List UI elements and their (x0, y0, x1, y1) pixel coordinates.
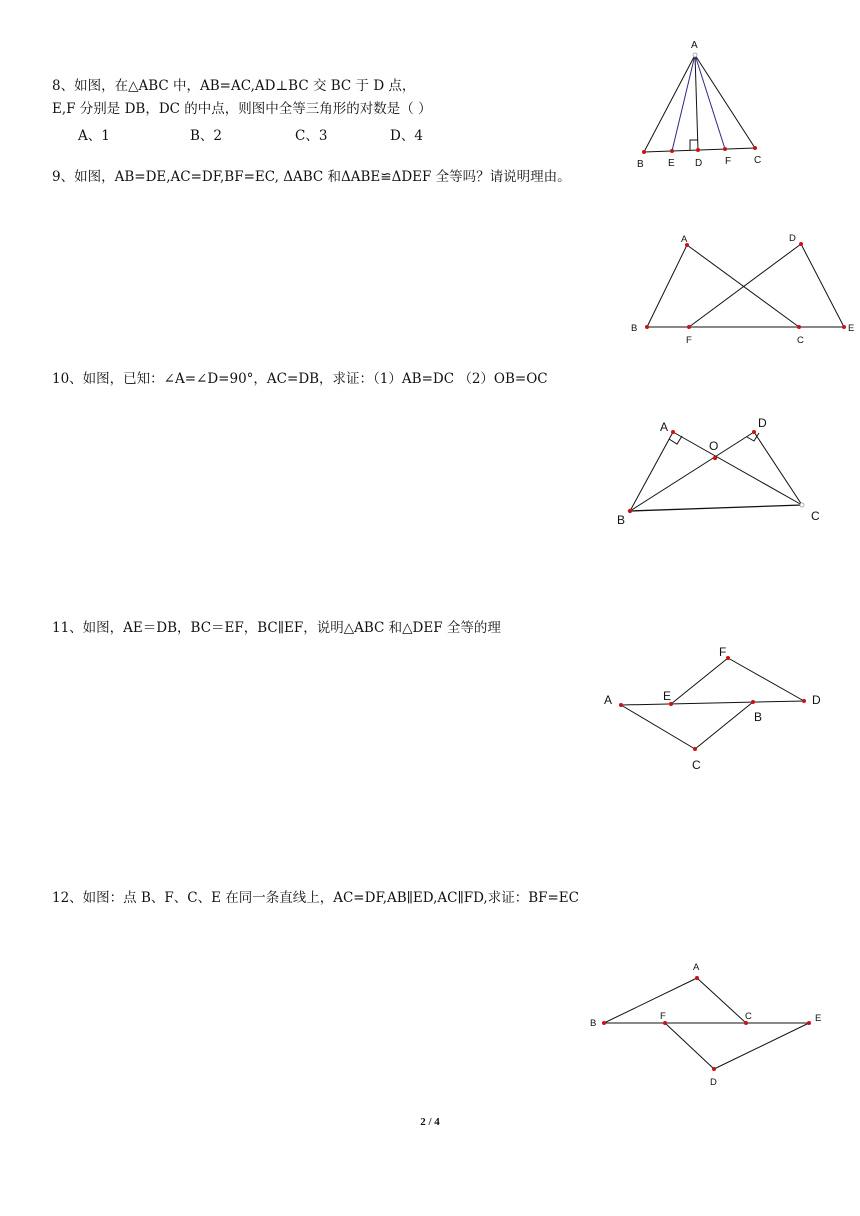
q11-segment-fd (728, 658, 804, 701)
q12-label-d: D (710, 1077, 717, 1088)
q9-label-a: A (681, 234, 688, 245)
question-10-text: 10、如图，已知：∠A=∠D=90°，AC=DB，求证：（1）AB=DC （2）OB=OC (52, 371, 548, 387)
q8-option-b: B、2 (190, 128, 223, 144)
q12-label-f: F (660, 1011, 666, 1022)
q11-segment-ac (621, 705, 695, 749)
q11-point-d (802, 699, 806, 703)
q12-point-a (695, 976, 699, 980)
q10-point-a (671, 430, 675, 434)
q11-label-f: F (719, 645, 727, 659)
q11-label-e: E (663, 689, 672, 703)
question-8-line-1: 8、如图，在△ABC 中，AB=AC,AD⊥BC 交 BC 于 D 点， (52, 78, 416, 94)
q10-figure (610, 412, 830, 532)
q12-point-d (712, 1067, 716, 1071)
q10-segment-bd (630, 432, 754, 511)
q8-point-c (753, 146, 757, 150)
q9-point-e (842, 325, 846, 329)
question-9-text: 9、如图，AB=DE,AC=DF,BF=EC, ΔABC 和ΔABE≌ΔDEF 全等吗？请说明理由。 (52, 169, 571, 185)
q10-label-b: B (617, 513, 626, 527)
q8-label-f: F (725, 156, 732, 167)
q8-triangle-figure (630, 36, 770, 172)
q8-label-a: A (691, 40, 698, 51)
q11-point-f (726, 656, 730, 660)
q12-point-e (807, 1021, 811, 1025)
q8-altitude-ad (695, 55, 698, 150)
q10-point-d (752, 430, 756, 434)
q8-label-d: D (695, 158, 703, 169)
q9-label-e: E (848, 323, 855, 334)
q12-segment-fd (665, 1023, 714, 1069)
q11-segment-cb (695, 702, 753, 749)
q10-label-c: C (811, 509, 820, 523)
q9-segment-de (801, 244, 844, 327)
q8-point-a (693, 53, 697, 57)
q8-option-a: A、1 (78, 128, 110, 144)
q9-point-d (799, 242, 803, 246)
question-8-line-2: E,F 分别是 DB，DC 的中点，则图中全等三角形的对数是（ ） (52, 101, 432, 117)
q11-label-b: B (754, 710, 763, 724)
q8-side-ac (695, 55, 755, 148)
question-12-text: 12、如图：点 B、F、C、E 在同一条直线上，AC=DF,AB∥ED,AC∥FD,求证：BF=EC (52, 890, 579, 906)
q11-point-c (693, 747, 697, 751)
q9-segment-ac (687, 245, 799, 327)
q11-label-c: C (692, 758, 701, 772)
q12-label-b: B (590, 1018, 597, 1029)
q9-label-d: D (789, 233, 796, 244)
q8-option-d: D、4 (390, 128, 423, 144)
q12-label-e: E (815, 1013, 822, 1024)
q11-line-ad (621, 701, 804, 705)
q11-point-b (751, 700, 755, 704)
q12-label-c: C (745, 1011, 752, 1022)
q10-label-a: A (660, 420, 669, 434)
q9-label-c: C (797, 335, 804, 346)
q12-segment-ac (697, 978, 746, 1023)
q8-label-e: E (668, 158, 675, 169)
q12-segment-de (714, 1023, 809, 1069)
q8-label-b: B (637, 159, 644, 170)
q11-label-d: D (812, 693, 821, 707)
q9-figure (625, 228, 860, 348)
q9-point-b (645, 325, 649, 329)
q12-label-a: A (693, 962, 700, 973)
q11-figure (595, 640, 830, 775)
q11-point-a (619, 703, 623, 707)
q9-label-f: F (686, 335, 692, 346)
q10-segment-dc (754, 432, 802, 505)
q11-label-a: A (604, 693, 613, 707)
q10-point-b (628, 509, 632, 513)
q11-segment-ef (671, 658, 728, 704)
q12-point-b (602, 1021, 606, 1025)
q12-segment-ba (604, 978, 697, 1023)
q8-option-c: C、3 (295, 128, 328, 144)
q9-label-b: B (631, 323, 638, 334)
q8-segment-ae (672, 55, 695, 151)
q10-label-o: O (709, 439, 719, 453)
q10-point-c (800, 503, 804, 507)
q8-segment-af (695, 55, 725, 149)
q9-segment-ab (647, 245, 687, 327)
q10-segment-bc (630, 505, 802, 511)
q9-point-f (687, 325, 691, 329)
q10-right-angle-a (669, 436, 682, 444)
q8-point-f (723, 147, 727, 151)
q12-figure (585, 955, 830, 1095)
q8-point-e (670, 149, 674, 153)
q8-point-d (696, 148, 700, 152)
q8-point-b (642, 150, 646, 154)
q10-label-d: D (758, 416, 767, 430)
question-11-text: 11、如图，AE＝DB，BC＝EF，BC∥EF，说明△ABC 和△DEF 全等的理 (52, 620, 501, 636)
q8-label-c: C (754, 155, 762, 166)
q10-segment-ba (630, 432, 673, 511)
q8-side-ab (644, 55, 695, 152)
page-number: 2 / 4 (420, 1116, 440, 1128)
q10-point-o (713, 456, 717, 460)
q9-point-c (797, 325, 801, 329)
q9-segment-fd (689, 244, 801, 327)
